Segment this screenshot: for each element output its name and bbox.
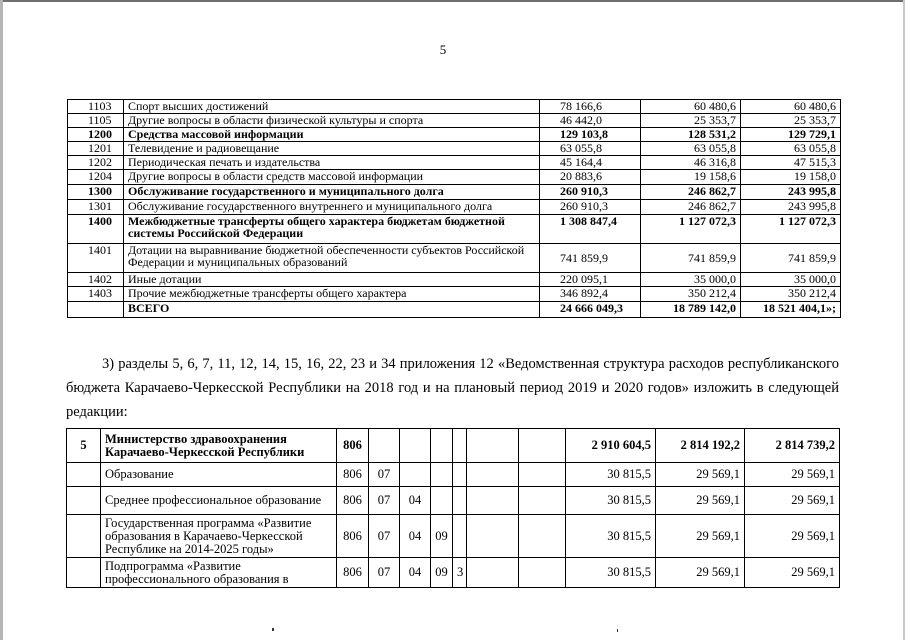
target-code — [467, 463, 519, 487]
section-code: 07 — [369, 487, 400, 515]
total-2018: 24 666 049,3 — [540, 302, 641, 318]
table-row — [68, 244, 841, 273]
section-code: 1201 — [68, 142, 124, 156]
value-2018: 20 883,6 — [540, 170, 641, 185]
value-2020: 350 212,4 — [741, 287, 841, 302]
table-row — [67, 463, 840, 487]
value-2020: 25 353,7 — [741, 114, 841, 128]
value-2019: 1 127 072,3 — [641, 215, 741, 244]
row-number — [67, 515, 101, 558]
subprogram-code — [453, 429, 467, 463]
row-number — [67, 558, 101, 588]
page-number: 5 — [439, 42, 447, 57]
item-name: Государственная программа «Развитие образования в Карачаево-Черкесской Республике на 2014-2025 годы» — [101, 515, 337, 558]
section-name: Другие вопросы в области средств массовой информации — [124, 170, 540, 185]
subsection-code: 04 — [400, 487, 431, 515]
item-name: Подпрограмма «Развитие профессионального образования в — [101, 558, 337, 588]
amendment-paragraph — [66, 352, 839, 424]
value-2020: 129 729,1 — [741, 128, 841, 142]
program-code — [431, 463, 453, 487]
row-number — [67, 487, 101, 515]
value-2018: 30 815,5 — [566, 463, 656, 487]
value-2019: 63 055,8 — [641, 142, 741, 156]
subsection-code: 04 — [400, 515, 431, 558]
table-row — [68, 114, 841, 128]
section-name: Обслуживание государственного и муниципального долга — [124, 185, 540, 200]
amendment-text: 3) разделы 5, 6, 7, 11, 12, 14, 15, 16, 22, 23 и 34 приложения 12 «Ведомственная структура расходов республиканского бюджета Карачаево-Черкесской Республики на 2018 год и на плановый период 2019 и 2020 годов» изложить в следующей редакции: — [66, 356, 839, 420]
section-code: 1402 — [68, 273, 124, 287]
expense-type-code — [519, 558, 566, 588]
section-name: Периодическая печать и издательства — [124, 156, 540, 170]
budget-sections-table — [67, 99, 841, 318]
section-code: 1200 — [68, 128, 124, 142]
section-name: Обслуживание государственного внутреннего и муниципального долга — [124, 200, 540, 215]
value-2018: 741 859,9 — [540, 244, 641, 273]
value-2018: 1 308 847,4 — [540, 215, 641, 244]
value-2019: 29 569,1 — [656, 515, 745, 558]
ministry-code: 806 — [337, 558, 369, 588]
value-2018: 78 166,6 — [540, 100, 641, 114]
departmental-structure-table — [66, 428, 840, 588]
expense-type-code — [519, 487, 566, 515]
table-row — [68, 185, 841, 200]
value-2020: 29 569,1 — [745, 487, 840, 515]
value-2020: 741 859,9 — [741, 244, 841, 273]
section-name: Дотации на выравнивание бюджетной обеспеченности субъектов Российской Федерации и муниципальных образований — [124, 244, 540, 273]
value-2019: 25 353,7 — [641, 114, 741, 128]
table-row — [67, 487, 840, 515]
program-code: 09 — [431, 558, 453, 588]
ministry-code: 806 — [337, 429, 369, 463]
subprogram-code: 3 — [453, 558, 467, 588]
ministry-code: 806 — [337, 463, 369, 487]
ministry-code: 806 — [337, 515, 369, 558]
value-2019: 741 859,9 — [641, 244, 741, 273]
section-name: Средства массовой информации — [124, 128, 540, 142]
section-code: 1105 — [68, 114, 124, 128]
value-2018: 129 103,8 — [540, 128, 641, 142]
section-code: 1401 — [68, 244, 124, 273]
program-code — [431, 487, 453, 515]
value-2020: 243 995,8 — [741, 200, 841, 215]
section-name: Иные дотации — [124, 273, 540, 287]
table-total-row — [68, 302, 841, 318]
scan-border — [0, 0, 3, 640]
value-2018: 30 815,5 — [566, 558, 656, 588]
value-2019: 60 480,6 — [641, 100, 741, 114]
value-2019: 35 000,0 — [641, 273, 741, 287]
ministry-code: 806 — [337, 487, 369, 515]
value-2018: 346 892,4 — [540, 287, 641, 302]
item-name: Среднее профессиональное образование — [101, 487, 337, 515]
value-2018: 220 095,1 — [540, 273, 641, 287]
total-label: ВСЕГО — [124, 302, 540, 318]
table-row — [67, 558, 840, 588]
total-2020: 18 521 404,1»; — [741, 302, 841, 318]
section-name: Телевидение и радиовещание — [124, 142, 540, 156]
expense-type-code — [519, 429, 566, 463]
expense-type-code — [519, 515, 566, 558]
value-2019: 46 316,8 — [641, 156, 741, 170]
value-2019: 246 862,7 — [641, 185, 741, 200]
scan-border — [0, 0, 905, 2]
target-code — [467, 515, 519, 558]
value-2020: 63 055,8 — [741, 142, 841, 156]
section-name: Межбюджетные трансферты общего характера бюджетам бюджетной системы Российской Федерации — [124, 215, 540, 244]
value-2020: 243 995,8 — [741, 185, 841, 200]
value-2019: 29 569,1 — [656, 463, 745, 487]
scan-speck — [617, 629, 618, 632]
section-code: 1300 — [68, 185, 124, 200]
value-2018: 260 910,3 — [540, 185, 641, 200]
table-row — [68, 215, 841, 244]
empty-cell — [68, 302, 124, 318]
table-row — [68, 128, 841, 142]
program-code — [431, 429, 453, 463]
subsection-code — [400, 463, 431, 487]
value-2020: 29 569,1 — [745, 463, 840, 487]
subprogram-code — [453, 463, 467, 487]
subprogram-code — [453, 515, 467, 558]
section-code: 07 — [369, 558, 400, 588]
scan-speck — [272, 628, 274, 631]
value-2020: 60 480,6 — [741, 100, 841, 114]
value-2020: 47 515,3 — [741, 156, 841, 170]
subprogram-code — [453, 487, 467, 515]
table-row — [68, 100, 841, 114]
value-2019: 2 814 192,2 — [656, 429, 745, 463]
section-code: 1400 — [68, 215, 124, 244]
section-code: 1403 — [68, 287, 124, 302]
value-2020: 29 569,1 — [745, 515, 840, 558]
total-2019: 18 789 142,0 — [641, 302, 741, 318]
item-name: Образование — [101, 463, 337, 487]
table-row — [68, 287, 841, 302]
table-row — [67, 429, 840, 463]
target-code — [467, 487, 519, 515]
table-row — [68, 156, 841, 170]
section-name: Спорт высших достижений — [124, 100, 540, 114]
program-code: 09 — [431, 515, 453, 558]
value-2018: 2 910 604,5 — [566, 429, 656, 463]
value-2019: 29 569,1 — [656, 558, 745, 588]
expense-type-code — [519, 463, 566, 487]
table-row — [67, 515, 840, 558]
table-row — [68, 273, 841, 287]
value-2019: 19 158,6 — [641, 170, 741, 185]
section-code: 07 — [369, 463, 400, 487]
value-2018: 30 815,5 — [566, 487, 656, 515]
value-2020: 29 569,1 — [745, 558, 840, 588]
target-code — [467, 558, 519, 588]
value-2018: 260 910,3 — [540, 200, 641, 215]
value-2020: 35 000,0 — [741, 273, 841, 287]
section-code: 1301 — [68, 200, 124, 215]
section-name: Прочие межбюджетные трансферты общего характера — [124, 287, 540, 302]
target-code — [467, 429, 519, 463]
value-2018: 46 442,0 — [540, 114, 641, 128]
value-2019: 350 212,4 — [641, 287, 741, 302]
subsection-code: 04 — [400, 558, 431, 588]
subsection-code — [400, 429, 431, 463]
value-2019: 246 862,7 — [641, 200, 741, 215]
value-2020: 2 814 739,2 — [745, 429, 840, 463]
table-row — [68, 170, 841, 185]
section-name: Другие вопросы в области физической культуры и спорта — [124, 114, 540, 128]
section-code: 1103 — [68, 100, 124, 114]
row-number: 5 — [67, 429, 101, 463]
row-number — [67, 463, 101, 487]
section-code: 1202 — [68, 156, 124, 170]
value-2018: 30 815,5 — [566, 515, 656, 558]
section-code: 07 — [369, 515, 400, 558]
value-2019: 29 569,1 — [656, 487, 745, 515]
section-code — [369, 429, 400, 463]
value-2018: 63 055,8 — [540, 142, 641, 156]
section-code: 1204 — [68, 170, 124, 185]
table-row — [68, 200, 841, 215]
value-2018: 45 164,4 — [540, 156, 641, 170]
value-2020: 19 158,0 — [741, 170, 841, 185]
value-2019: 128 531,2 — [641, 128, 741, 142]
item-name: Министерство здравоохранения Карачаево-Черкесской Республики — [101, 429, 337, 463]
table-row — [68, 142, 841, 156]
value-2020: 1 127 072,3 — [741, 215, 841, 244]
